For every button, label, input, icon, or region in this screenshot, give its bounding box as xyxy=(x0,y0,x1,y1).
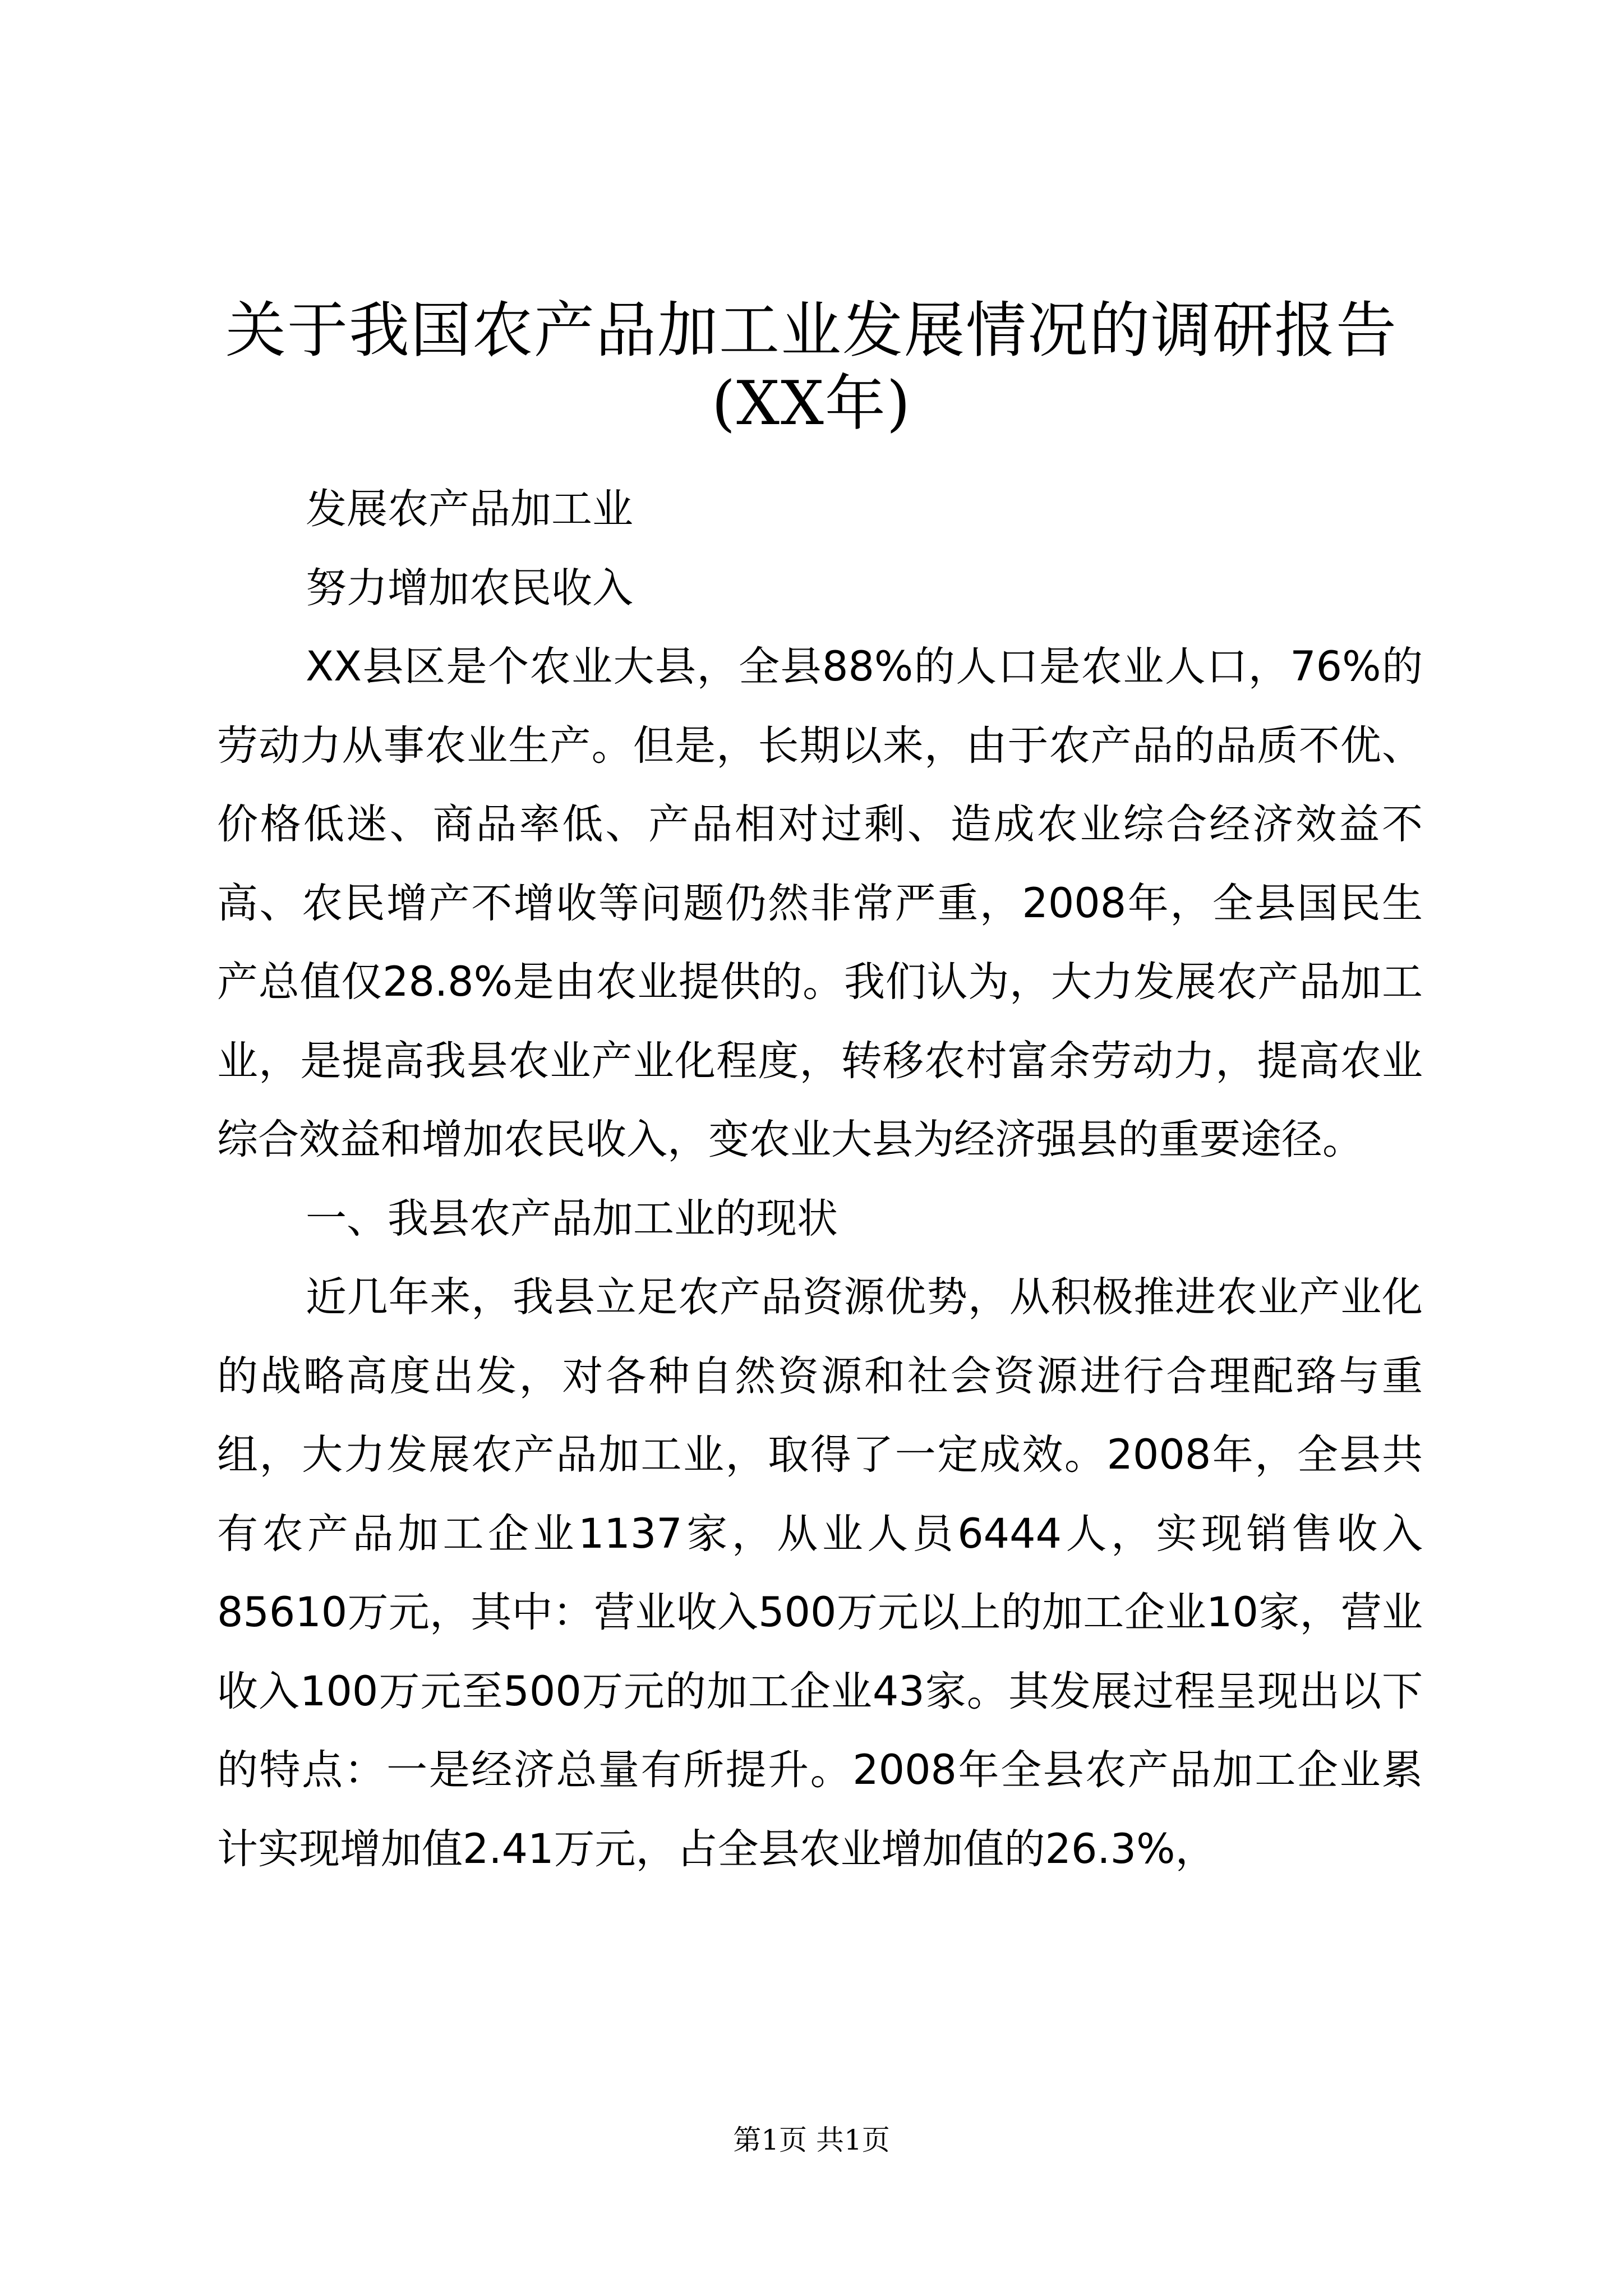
body-paragraph-status: 近几年来，我县立足农产品资源优势，从积极推进农业产业化的战略高度出发，对各种自然资源和社会资源进行合理配臵与重组，大力发展农产品加工业，取得了一定成效。2008年，全县共有农产品加工企业1137家，从业人员6444人，实现销售收入85610万元，其中：营业收入500万元以上的加工企业10家，营业收入100万元至500万元的加工企业43家。其发展过程呈现出以下的特点：一是经济总量有所提升。2008年全县农产品加工企业累计实现增加值2.41万元，占全县农业增加值的26.3%， xyxy=(217,1273,1423,1873)
document-title-year: (XX年) xyxy=(711,369,912,439)
document-body xyxy=(217,470,1423,1889)
subtitle-line-2: 努力增加农民收入 xyxy=(306,564,633,612)
subtitle-line-1: 发展农产品加工业 xyxy=(306,485,633,533)
document-title: 关于我国农产品加工业发展情况的调研报告 xyxy=(225,296,1398,366)
section-heading: 一、我县农产品加工业的现状 xyxy=(306,1194,838,1243)
body-paragraph-intro: XX县区是个农业大县，全县88%的人口是农业人口，76%的劳动力从事农业生产。但是，长期以来，由于农产品的品质不优、价格低迷、商品率低、产品相对过剩、造成农业综合经济效益不高、农民增产不增收等问题仍然非常严重，2008年，全县国民生产总值仅28.8%是由农业提供的。我们认为，大力发展农产品加工业，是提高我县农业产业化程度，转移农村富余劳动力，提高农业综合效益和增加农民收入，变农业大县为经济强县的重要途径。 xyxy=(217,643,1423,1163)
page-footer: 第1页 共1页 xyxy=(733,2124,890,2156)
